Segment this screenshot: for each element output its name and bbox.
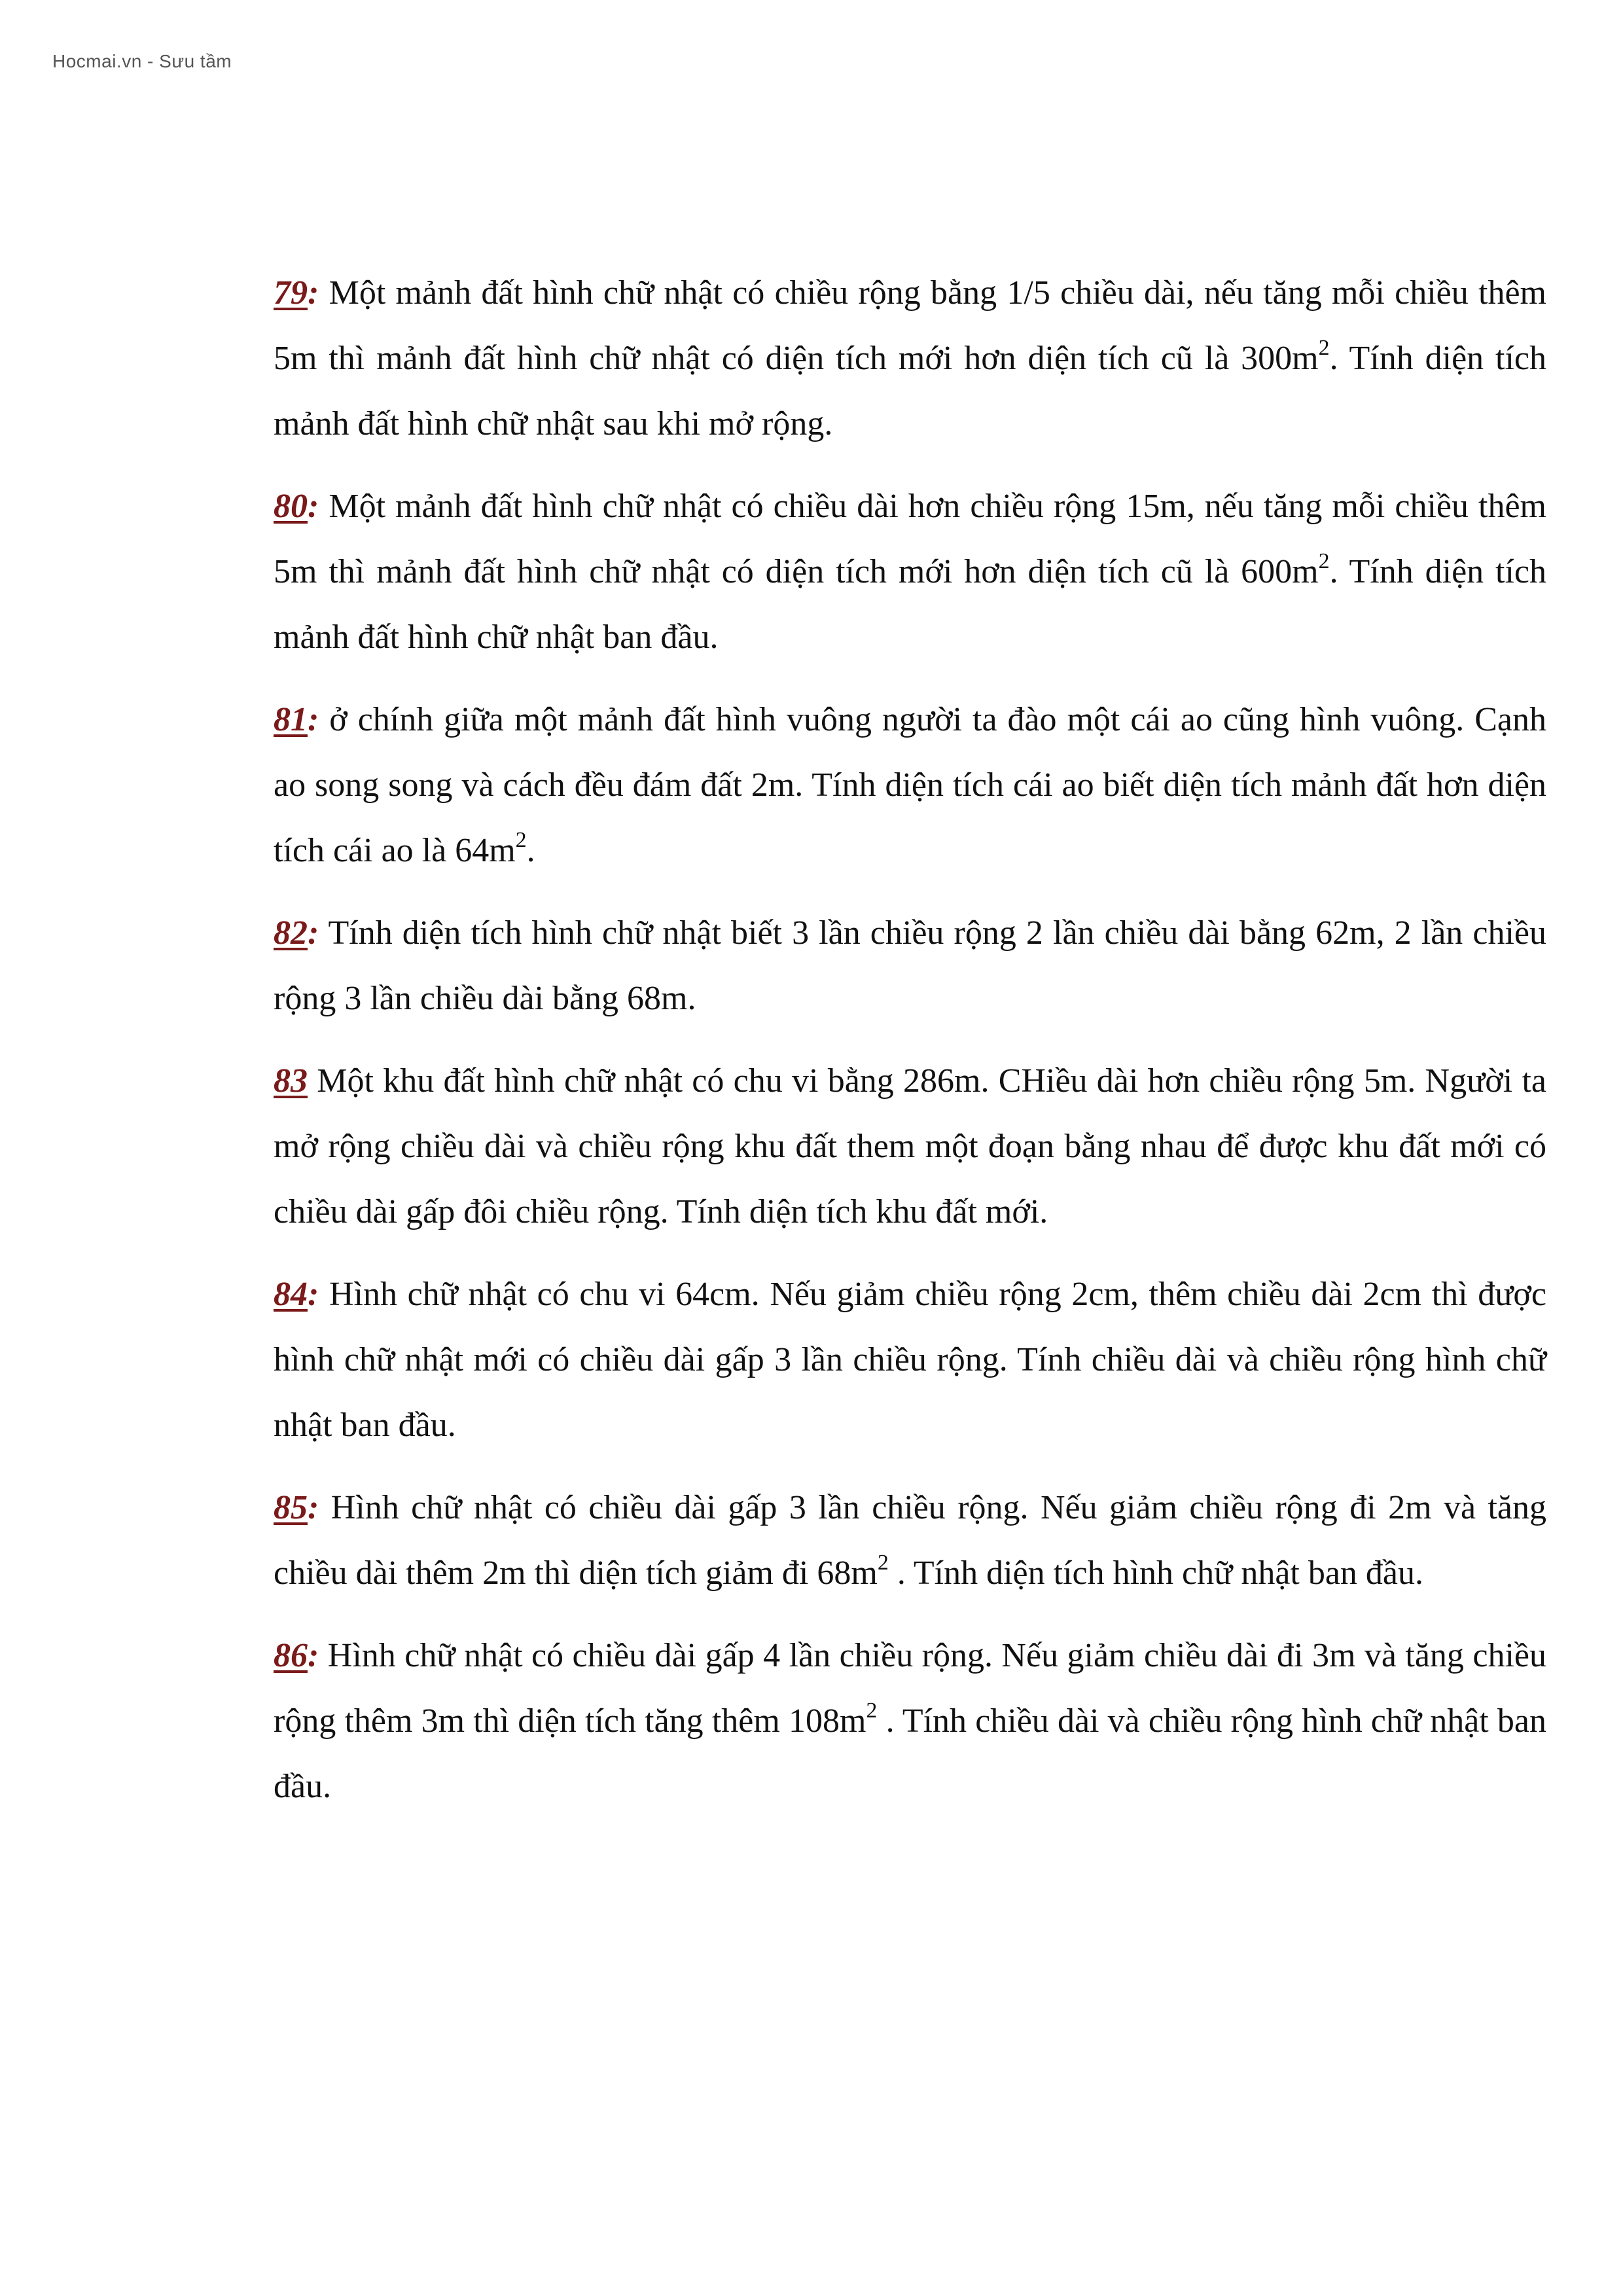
- problem-text: Tính diện tích hình chữ nhật biết 3 lần chiều rộng 2 lần chiều dài bằng 62m, 2 lần chiều rộng 3 lần chiều dài bằng 68m.: [274, 914, 1546, 1017]
- superscript: 2: [515, 827, 527, 852]
- superscript: 2: [1318, 335, 1330, 360]
- problem-number: 81:: [274, 701, 319, 738]
- problem-text-end: . Tính diện tích mảnh đất hình chữ nhật ban đầu.: [274, 553, 1546, 656]
- problem-text-end: . Tính diện tích mảnh đất hình chữ nhật sau khi mở rộng.: [274, 340, 1546, 442]
- problem-text-end: .: [526, 832, 535, 869]
- problem-number: 84:: [274, 1276, 319, 1313]
- problem-79: [274, 260, 1546, 457]
- problem-84: [274, 1262, 1546, 1458]
- problem-82: [274, 901, 1546, 1031]
- problem-number: 79:: [274, 274, 319, 312]
- watermark-text: Hocmai.vn - Sưu tầm: [52, 51, 232, 71]
- problem-85: [274, 1475, 1546, 1606]
- problem-text: ở chính giữa một mảnh đất hình vuông người ta đào một cái ao cũng hình vuông. Cạnh ao song song và cách đều đám đất 2m. Tính diện tích cái ao biết diện tích mảnh đất hơn diện tích cái ao là 64m: [274, 701, 1546, 869]
- problem-text: Hình chữ nhật có chiều dài gấp 4 lần chiều rộng. Nếu giảm chiều dài đi 3m và tăng chiều rộng thêm 3m thì diện tích tăng thêm 108m: [274, 1637, 1546, 1740]
- problem-text: Hình chữ nhật có chiều dài gấp 3 lần chiều rộng. Nếu giảm chiều rộng đi 2m và tăng chiều dài thêm 2m thì diện tích giảm đi 68m: [274, 1489, 1546, 1592]
- problem-number: 80:: [274, 488, 319, 525]
- problem-83: [274, 1049, 1546, 1245]
- problem-number: 85:: [274, 1489, 319, 1526]
- problem-number: 86:: [274, 1637, 319, 1674]
- problem-text: Hình chữ nhật có chu vi 64cm. Nếu giảm chiều rộng 2cm, thêm chiều dài 2cm thì được hình chữ nhật mới có chiều dài gấp 3 lần chiều rộng. Tính chiều dài và chiều rộng hình chữ nhật ban đầu.: [274, 1276, 1546, 1444]
- problem-list: [274, 260, 1546, 1837]
- superscript: 2: [877, 1550, 889, 1575]
- superscript: 2: [866, 1698, 878, 1723]
- problem-text: Một khu đất hình chữ nhật có chu vi bằng 286m. CHiều dài hơn chiều rộng 5m. Người ta mở rộng chiều dài và chiều rộng khu đất them một đoạn bằng nhau để được khu đất mới có chiều dài gấp đôi chiều rộng. Tính diện tích khu đất mới.: [274, 1062, 1546, 1230]
- problem-number: 83: [274, 1062, 308, 1100]
- problem-86: [274, 1623, 1546, 1820]
- problem-text: Một mảnh đất hình chữ nhật có chiều rộng bằng 1/5 chiều dài, nếu tăng mỗi chiều thêm 5m thì mảnh đất hình chữ nhật có diện tích mới hơn diện tích cũ là 300m: [274, 274, 1546, 377]
- problem-text: Một mảnh đất hình chữ nhật có chiều dài hơn chiều rộng 15m, nếu tăng mỗi chiều thêm 5m thì mảnh đất hình chữ nhật có diện tích mới hơn diện tích cũ là 600m: [274, 488, 1546, 590]
- problem-81: [274, 687, 1546, 884]
- problem-number: 82:: [274, 914, 319, 952]
- superscript: 2: [1318, 548, 1330, 573]
- problem-80: [274, 474, 1546, 670]
- problem-text-end: . Tính diện tích hình chữ nhật ban đầu.: [888, 1554, 1423, 1592]
- problem-text-end: . Tính chiều dài và chiều rộng hình chữ nhật ban đầu.: [274, 1702, 1546, 1805]
